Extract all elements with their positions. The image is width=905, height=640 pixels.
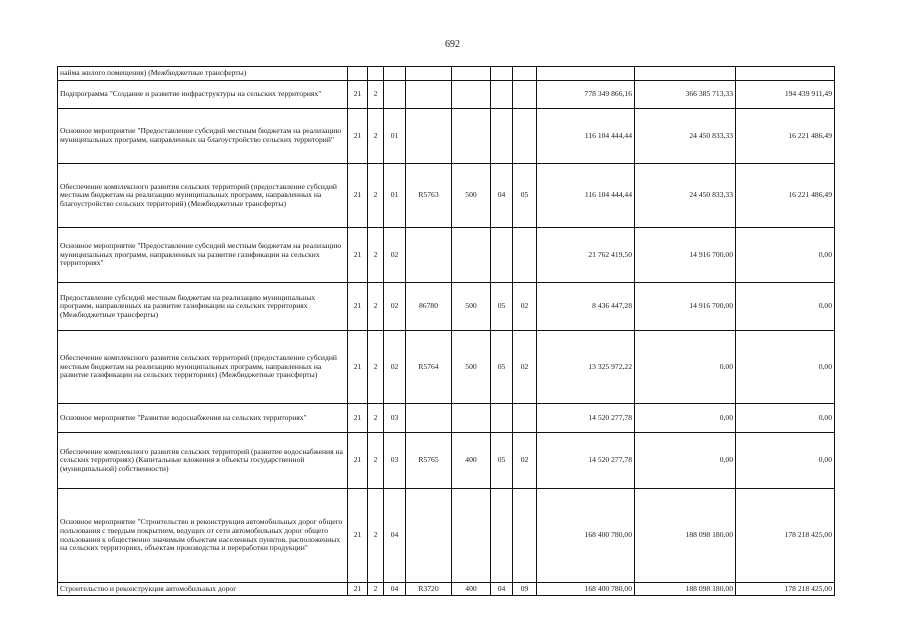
cell-code-subprogram: 2	[368, 583, 384, 596]
cell-code-expense-type	[452, 489, 491, 583]
cell-code-event: 03	[384, 433, 406, 489]
cell-amount-year-2: 188 098 180,00	[635, 583, 736, 596]
cell-amount-year-1: 14 520 277,78	[537, 433, 635, 489]
table-row	[58, 164, 835, 228]
cell-code-section	[491, 404, 513, 433]
cell-code-subprogram: 2	[368, 283, 384, 331]
cell-amount-year-1: 13 325 972,22	[537, 331, 635, 404]
cell-code-subsection	[513, 67, 537, 81]
cell-code-expense-type	[452, 81, 491, 109]
cell-amount-year-3: 0,00	[736, 331, 835, 404]
cell-amount-year-3: 178 218 425,00	[736, 583, 835, 596]
cell-amount-year-1: 778 349 866,16	[537, 81, 635, 109]
cell-amount-year-1	[537, 67, 635, 81]
table-row	[58, 489, 835, 583]
cell-code-section	[491, 228, 513, 283]
cell-code-expense-type: 500	[452, 164, 491, 228]
cell-code-program: 21	[348, 331, 368, 404]
cell-amount-year-1: 116 104 444,44	[537, 164, 635, 228]
cell-code-direction	[406, 404, 452, 433]
cell-amount-year-3	[736, 67, 835, 81]
table-row	[58, 331, 835, 404]
cell-code-subsection: 02	[513, 331, 537, 404]
cell-code-event: 02	[384, 228, 406, 283]
cell-name: Основное мероприятие "Развитие водоснабжения на сельских территориях"	[58, 404, 348, 433]
cell-name: Подпрограмма "Создание и развитие инфраструктуры на сельских территориях"	[58, 81, 348, 109]
cell-code-program: 21	[348, 404, 368, 433]
cell-name: Обеспечение комплексного развития сельских территорий (предоставление субсидий местным бюджетам на реализацию муниципальных программ, направленных на развитие газификации на сельских территориях) (Межбюджетные трансферты)	[58, 331, 348, 404]
cell-code-subsection	[513, 489, 537, 583]
cell-amount-year-3: 0,00	[736, 433, 835, 489]
cell-amount-year-3: 16 221 486,49	[736, 164, 835, 228]
cell-code-program: 21	[348, 228, 368, 283]
cell-code-direction: R5765	[406, 433, 452, 489]
cell-code-direction	[406, 489, 452, 583]
cell-code-direction	[406, 67, 452, 81]
cell-amount-year-2: 188 098 180,00	[635, 489, 736, 583]
cell-code-subsection	[513, 228, 537, 283]
page-number: 692	[445, 39, 460, 50]
cell-code-direction	[406, 228, 452, 283]
cell-amount-year-2: 0,00	[635, 404, 736, 433]
table-row	[58, 283, 835, 331]
cell-code-direction: R5764	[406, 331, 452, 404]
cell-name: Предоставление субсидий местным бюджетам на реализацию муниципальных программ, направленных на развитие газификации на сельских территориях (Межбюджетные трансферты)	[58, 283, 348, 331]
cell-name: Обеспечение комплексного развития сельских территорий (развитие водоснабжения на сельских территориях) (Капитальные вложения в объекты государственной (муниципальной) собственности)	[58, 433, 348, 489]
cell-code-expense-type: 500	[452, 283, 491, 331]
cell-name: Основное мероприятие "Строительство и реконструкция автомобильных дорог общего пользования с твердым покрытием, ведущих от сети автомобильных дорог общего пользования к общественно значимым объектам населенных пунктов, расположенных на сельских территориях, объектам производства и переработки продукции"	[58, 489, 348, 583]
cell-code-direction: R3720	[406, 583, 452, 596]
cell-code-expense-type	[452, 109, 491, 164]
cell-amount-year-1: 8 436 447,28	[537, 283, 635, 331]
cell-code-event: 01	[384, 109, 406, 164]
cell-code-direction: 86780	[406, 283, 452, 331]
cell-amount-year-1: 168 400 780,00	[537, 583, 635, 596]
cell-code-expense-type	[452, 67, 491, 81]
cell-code-program: 21	[348, 283, 368, 331]
cell-code-section	[491, 81, 513, 109]
cell-amount-year-3: 0,00	[736, 228, 835, 283]
cell-code-event: 02	[384, 283, 406, 331]
cell-amount-year-3: 194 439 911,49	[736, 81, 835, 109]
cell-amount-year-1: 116 104 444,44	[537, 109, 635, 164]
table-row	[58, 67, 835, 81]
cell-code-subsection: 09	[513, 583, 537, 596]
cell-code-direction	[406, 109, 452, 164]
cell-amount-year-1: 168 400 780,00	[537, 489, 635, 583]
cell-code-event: 04	[384, 489, 406, 583]
cell-code-subsection	[513, 109, 537, 164]
cell-code-event: 03	[384, 404, 406, 433]
cell-code-program: 21	[348, 433, 368, 489]
cell-code-program: 21	[348, 489, 368, 583]
table-row	[58, 228, 835, 283]
cell-code-section	[491, 109, 513, 164]
cell-code-program: 21	[348, 81, 368, 109]
cell-code-subprogram: 2	[368, 433, 384, 489]
cell-code-direction: R5763	[406, 164, 452, 228]
cell-name: найма жилого помещения) (Межбюджетные трансферты)	[58, 67, 348, 81]
cell-code-section	[491, 67, 513, 81]
cell-code-section: 05	[491, 331, 513, 404]
cell-amount-year-3: 16 221 486,49	[736, 109, 835, 164]
cell-code-section: 05	[491, 433, 513, 489]
table-row	[58, 583, 835, 596]
cell-code-subprogram: 2	[368, 404, 384, 433]
cell-amount-year-1: 14 520 277,78	[537, 404, 635, 433]
cell-code-expense-type	[452, 228, 491, 283]
cell-code-event	[384, 67, 406, 81]
cell-code-section	[491, 489, 513, 583]
cell-code-subprogram	[368, 67, 384, 81]
cell-amount-year-1: 21 762 419,50	[537, 228, 635, 283]
cell-code-event: 01	[384, 164, 406, 228]
cell-amount-year-2: 14 916 700,00	[635, 283, 736, 331]
table-row	[58, 404, 835, 433]
cell-amount-year-2: 366 385 713,33	[635, 81, 736, 109]
cell-code-subprogram: 2	[368, 228, 384, 283]
table-body	[58, 67, 835, 596]
cell-code-subsection: 02	[513, 283, 537, 331]
cell-code-subprogram: 2	[368, 109, 384, 164]
cell-amount-year-2: 0,00	[635, 433, 736, 489]
budget-table	[57, 66, 835, 596]
cell-amount-year-2: 14 916 700,00	[635, 228, 736, 283]
cell-code-expense-type	[452, 404, 491, 433]
cell-name: Основное мероприятие "Предоставление субсидий местным бюджетам на реализацию муниципальных программ, направленных на развитие газификации на сельских территориях"	[58, 228, 348, 283]
cell-amount-year-3: 0,00	[736, 404, 835, 433]
cell-code-program	[348, 67, 368, 81]
cell-code-subprogram: 2	[368, 164, 384, 228]
cell-amount-year-3: 178 218 425,00	[736, 489, 835, 583]
table-row	[58, 433, 835, 489]
cell-code-program: 21	[348, 583, 368, 596]
cell-amount-year-2	[635, 67, 736, 81]
cell-code-subsection	[513, 404, 537, 433]
cell-code-subprogram: 2	[368, 489, 384, 583]
cell-amount-year-3: 0,00	[736, 283, 835, 331]
cell-code-section: 04	[491, 583, 513, 596]
cell-code-section: 04	[491, 164, 513, 228]
cell-code-expense-type: 400	[452, 583, 491, 596]
cell-code-event: 02	[384, 331, 406, 404]
cell-name: Обеспечение комплексного развития сельских территорий (предоставление субсидий местным бюджетам на реализацию муниципальных программ, направленных на благоустройство сельских территорий) (Межбюджетные трансферты)	[58, 164, 348, 228]
table-row	[58, 109, 835, 164]
cell-name: Основное мероприятие "Предоставление субсидий местным бюджетам на реализацию муниципальных программ, направленных на благоустройство сельских территорий"	[58, 109, 348, 164]
cell-amount-year-2: 0,00	[635, 331, 736, 404]
cell-code-subprogram: 2	[368, 331, 384, 404]
cell-code-program: 21	[348, 109, 368, 164]
cell-code-expense-type: 500	[452, 331, 491, 404]
cell-code-section: 05	[491, 283, 513, 331]
cell-amount-year-2: 24 450 833,33	[635, 164, 736, 228]
cell-code-subprogram: 2	[368, 81, 384, 109]
cell-code-program: 21	[348, 164, 368, 228]
cell-name: Строительство и реконструкция автомобильных дорог	[58, 583, 348, 596]
cell-code-subsection: 05	[513, 164, 537, 228]
cell-amount-year-2: 24 450 833,33	[635, 109, 736, 164]
cell-code-event: 04	[384, 583, 406, 596]
cell-code-subsection	[513, 81, 537, 109]
cell-code-subsection: 02	[513, 433, 537, 489]
cell-code-direction	[406, 81, 452, 109]
cell-code-expense-type: 400	[452, 433, 491, 489]
cell-code-event	[384, 81, 406, 109]
table-row	[58, 81, 835, 109]
